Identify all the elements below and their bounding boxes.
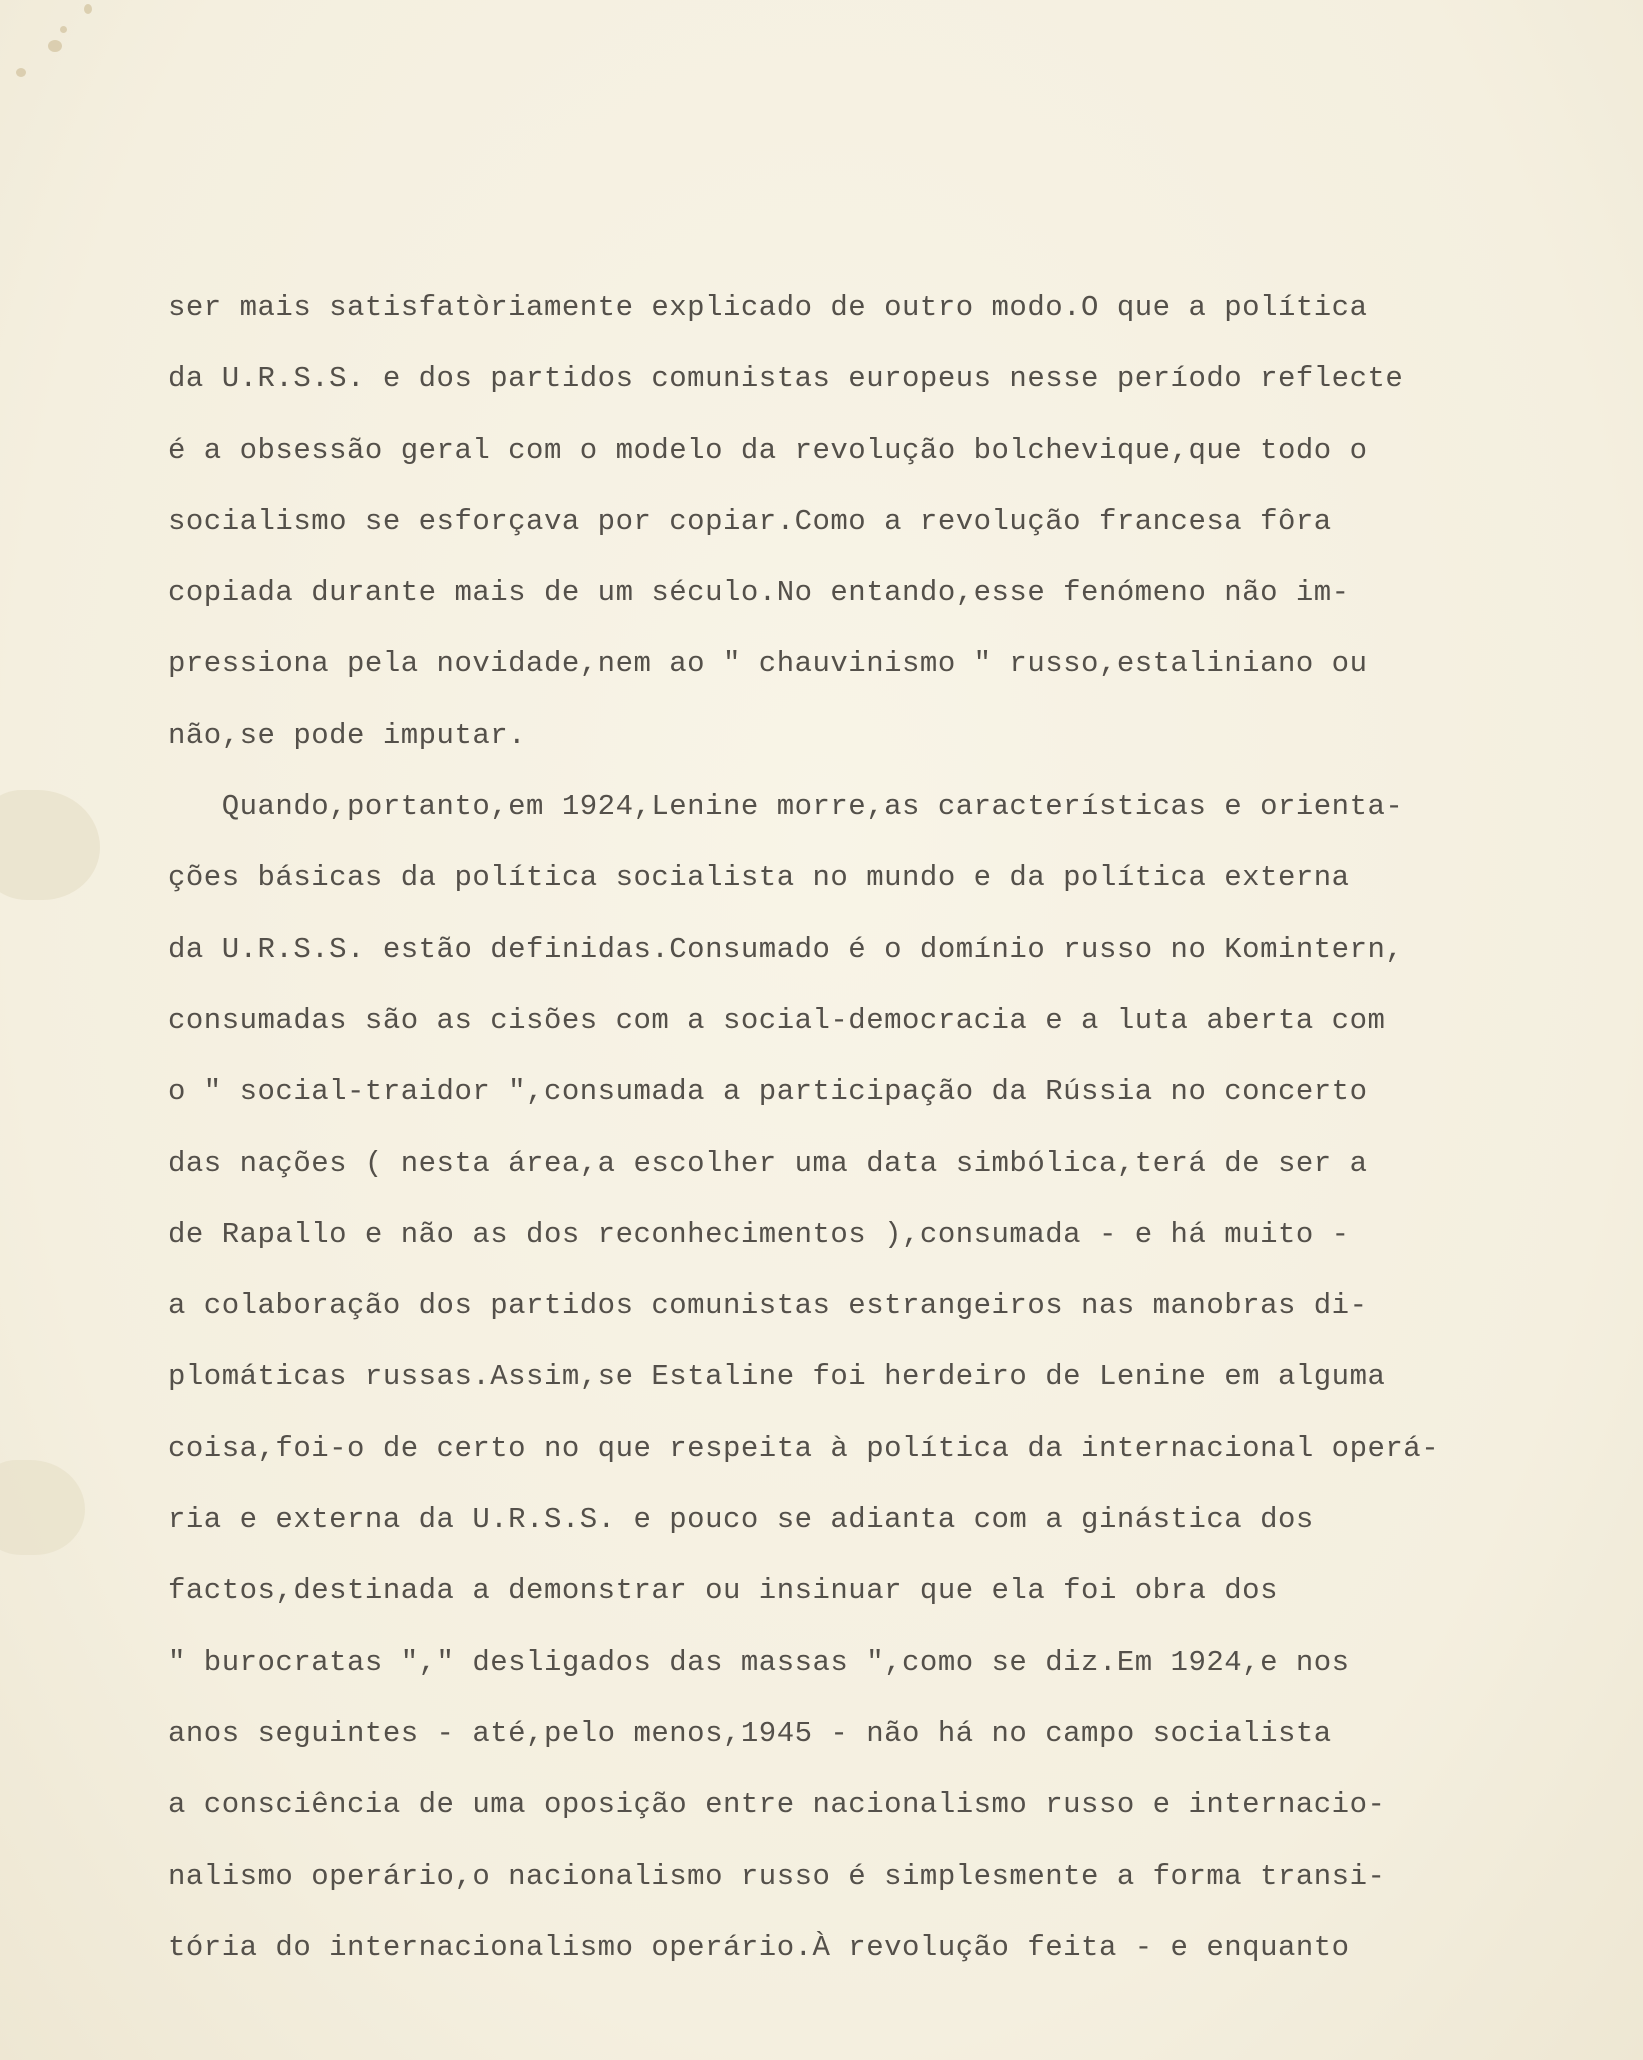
text-line: plomáticas russas.Assim,se Estaline foi herdeiro de Lenine em alguma <box>168 1360 1386 1394</box>
text-line: ções básicas da política socialista no mundo e da política externa <box>168 861 1350 895</box>
text-line: Quando,portanto,em 1924,Lenine morre,as características e orienta- <box>168 790 1404 824</box>
stain-mark <box>16 68 26 77</box>
text-line: " burocratas "," desligados das massas ",como se diz.Em 1924,e nos <box>168 1645 1350 1679</box>
text-line: copiada durante mais de um século.No entando,esse fenómeno não im- <box>168 576 1350 610</box>
text-line: socialismo se esforçava por copiar.Como a revolução francesa fôra <box>168 504 1332 538</box>
paper-tear <box>0 1460 85 1555</box>
text-line: a consciência de uma oposição entre nacionalismo russo e internacio- <box>168 1788 1386 1822</box>
text-line: factos,destinada a demonstrar ou insinuar que ela foi obra dos <box>168 1574 1278 1608</box>
stain-mark <box>48 40 62 52</box>
stain-mark <box>84 4 92 14</box>
text-line: não,se pode imputar. <box>168 718 527 752</box>
text-line: da U.R.S.S. e dos partidos comunistas europeus nesse período reflecte <box>168 362 1404 396</box>
text-line: tória do internacionalismo operário.À revolução feita - e enquanto <box>168 1930 1350 1964</box>
text-line: é a obsessão geral com o modelo da revolução bolchevique,que todo o <box>168 433 1368 467</box>
text-line: coisa,foi-o de certo no que respeita à política da internacional operá- <box>168 1431 1440 1465</box>
typed-text-body <box>168 272 1588 1983</box>
paper-tear <box>0 790 100 900</box>
text-line: anos seguintes - até,pelo menos,1945 - não há no campo socialista <box>168 1716 1332 1750</box>
text-line: ria e externa da U.R.S.S. e pouco se adianta com a ginástica dos <box>168 1503 1314 1537</box>
text-line: nalismo operário,o nacionalismo russo é simplesmente a forma transi- <box>168 1859 1386 1893</box>
text-line: consumadas são as cisões com a social-democracia e a luta aberta com <box>168 1003 1386 1037</box>
text-line: a colaboração dos partidos comunistas estrangeiros nas manobras di- <box>168 1289 1368 1323</box>
text-line: o " social-traidor ",consumada a participação da Rússia no concerto <box>168 1075 1368 1109</box>
text-line: pressiona pela novidade,nem ao " chauvinismo " russo,estaliniano ou <box>168 647 1368 681</box>
text-line: da U.R.S.S. estão definidas.Consumado é o domínio russo no Komintern, <box>168 932 1404 966</box>
text-line: das nações ( nesta área,a escolher uma data simbólica,terá de ser a <box>168 1146 1368 1180</box>
stain-mark <box>60 26 67 33</box>
text-line: de Rapallo e não as dos reconhecimentos ),consumada - e há muito - <box>168 1217 1350 1251</box>
text-line: ser mais satisfatòriamente explicado de outro modo.O que a política <box>168 291 1368 324</box>
